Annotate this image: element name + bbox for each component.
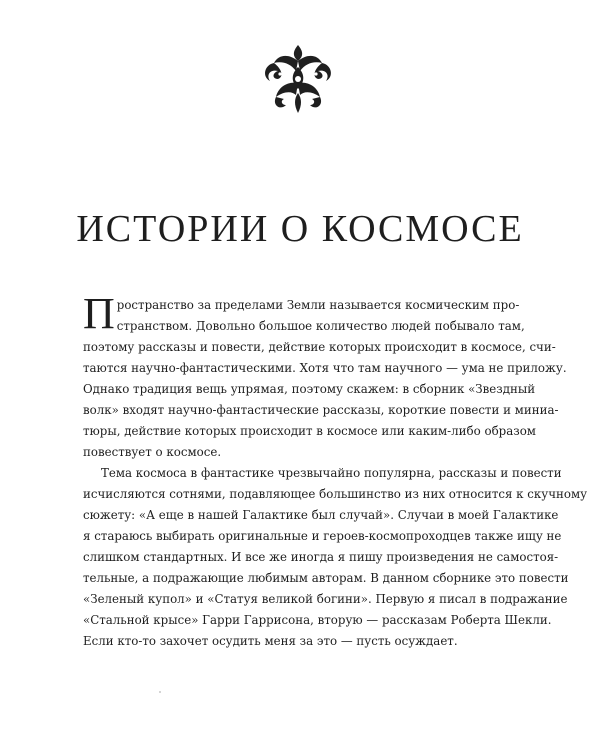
text-line: «Зеленый купол» и «Статуя великой богини». Первую я писал в подражание — [83, 592, 568, 606]
text-line: ространство за пределами Земли называется космическим про- — [116, 298, 520, 312]
paragraph-1 — [83, 289, 567, 463]
text-line: тельные, а подражающие любимым авторам. В данном сборнике это повести — [83, 571, 569, 585]
chapter-title: ИСТОРИИ О КОСМОСЕ — [76, 208, 524, 250]
text-line: поэтому рассказы и повести, действие которых происходит в космосе, счи- — [83, 340, 556, 354]
text-line: Тема космоса в фантастике чрезвычайно популярна, рассказы и повести — [101, 466, 562, 480]
text-line: «Стальной крысе» Гарри Гаррисона, вторую — рассказам Роберта Шекли. — [83, 613, 552, 627]
paragraph-2 — [83, 463, 588, 652]
text-line: исчисляются сотнями, подавляющее большинство из них относится к скучному — [83, 487, 588, 501]
text-line: сюжету: «А еще в нашей Галактике был случай». Случаи в моей Галактике — [83, 508, 559, 522]
drop-cap: П — [83, 289, 115, 338]
text-line: повествует о космосе. — [83, 445, 222, 459]
text-line: тюры, действие которых происходит в космосе или каким-либо образом — [83, 424, 536, 438]
chapter-body — [83, 289, 588, 652]
text-line: таются научно-фантастическими. Хотя что там научного — ума не приложу. — [83, 361, 567, 375]
text-line: странством. Довольно большое количество людей побывало там, — [116, 319, 525, 333]
page-speck — [159, 691, 161, 693]
text-line: волк» входят научно-фантастические рассказы, короткие повести и миниа- — [83, 403, 559, 417]
text-line: я стараюсь выбирать оригинальные и героев-космопроходцев также ищу не — [83, 529, 562, 543]
text-line: слишком стандартных. И все же иногда я пишу произведения не самостоя- — [83, 550, 559, 564]
text-line: Если кто-то захочет осудить меня за это — пусть осуждает. — [83, 634, 458, 648]
text-line: Однако традиция вещь упрямая, поэтому скажем: в сборник «Звездный — [83, 382, 536, 396]
fleur-ornament-icon — [258, 43, 338, 115]
